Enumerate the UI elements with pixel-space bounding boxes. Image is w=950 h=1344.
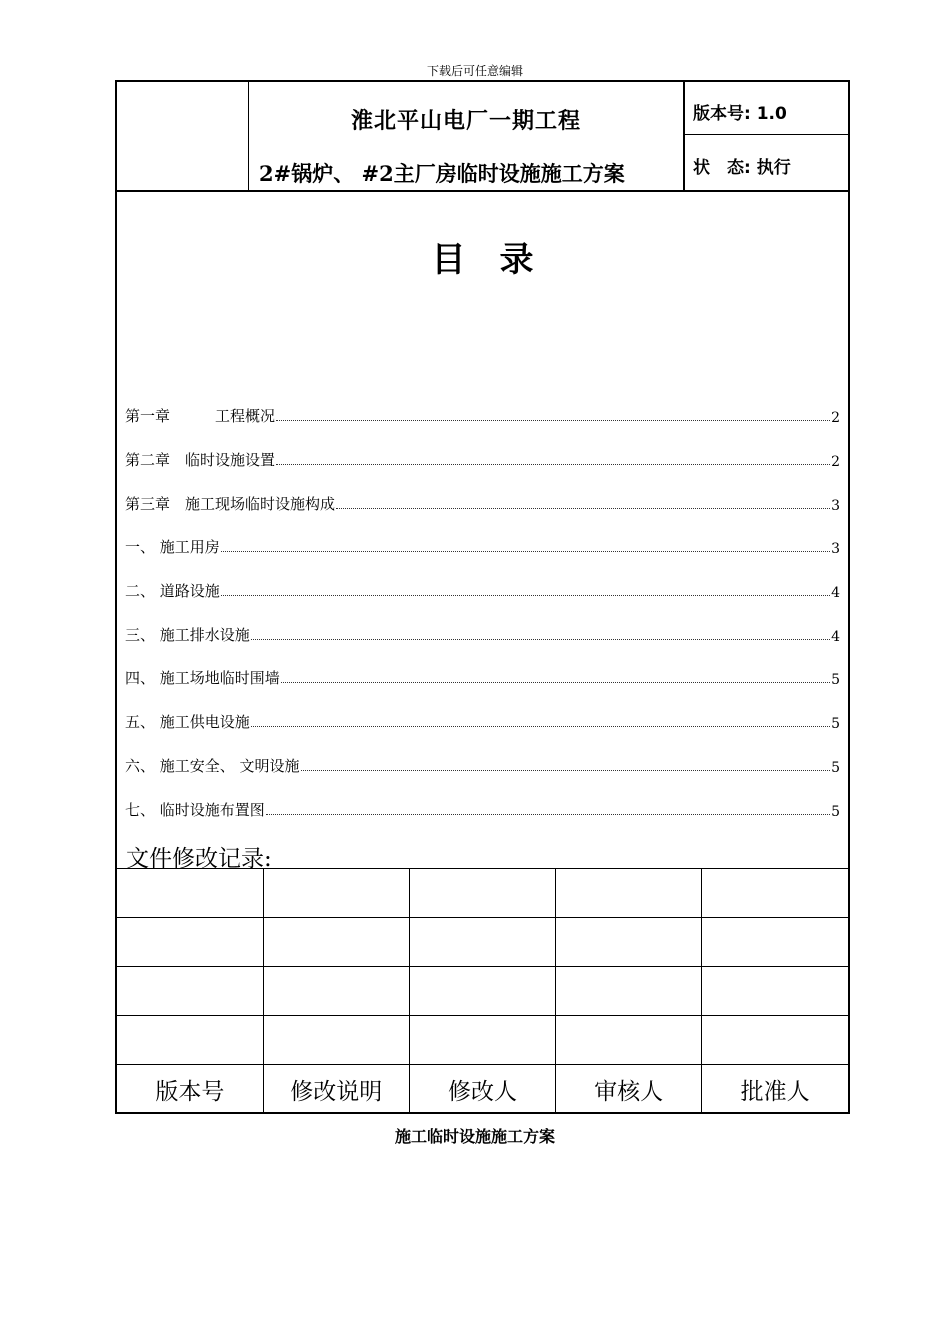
dot-leader: [221, 550, 830, 552]
toc-entry[interactable]: [125, 666, 840, 688]
table-row: [117, 918, 848, 967]
toc-entry-label: 第二章 临时设施设置: [125, 451, 276, 469]
table-cell[interactable]: [117, 967, 263, 1016]
table-cell[interactable]: [409, 918, 555, 967]
dot-leader: [276, 419, 830, 421]
table-cell[interactable]: [117, 918, 263, 967]
column-header-version: 版本号: [117, 1065, 263, 1114]
dot-leader: [301, 769, 831, 771]
logo-cell: [117, 82, 249, 190]
table-cell[interactable]: [263, 1016, 409, 1065]
top-note: 下载后可任意编辑: [426, 64, 523, 78]
toc-entry-page: 3: [831, 498, 840, 514]
toc-entry-label: 七、 临时设施布置图: [125, 801, 265, 819]
toc-entry[interactable]: [125, 754, 840, 776]
toc-entry[interactable]: [125, 448, 840, 470]
toc-entry-label: 三、 施工排水设施: [125, 626, 250, 644]
toc-entry-page: 2: [831, 454, 840, 470]
toc-entry-page: 5: [831, 716, 840, 732]
dot-leader: [251, 638, 830, 640]
dot-leader: [266, 813, 830, 815]
footer-title: 施工临时设施施工方案: [394, 1127, 555, 1146]
table-cell[interactable]: [263, 869, 409, 918]
toc-entry-label: 六、 施工安全、 文明设施: [125, 757, 300, 775]
table-cell[interactable]: [556, 869, 702, 918]
column-header-approver: 批准人: [702, 1065, 848, 1114]
status-row: [685, 135, 848, 190]
toc-entry-page: 2: [831, 410, 840, 426]
table-cell[interactable]: [117, 1016, 263, 1065]
toc-entry-page: 5: [831, 672, 840, 688]
table-cell[interactable]: [409, 869, 555, 918]
column-header-description: 修改说明: [263, 1065, 409, 1114]
revision-record-label: 文件修改记录:: [126, 846, 272, 872]
title-cell: [249, 82, 685, 190]
table-cell[interactable]: [409, 1016, 555, 1065]
toc-entry[interactable]: [125, 492, 840, 514]
toc-entry-page: 4: [831, 585, 840, 601]
table-cell[interactable]: [702, 967, 848, 1016]
toc-entry[interactable]: [125, 579, 840, 601]
toc-entry-label: 五、 施工供电设施: [125, 713, 250, 731]
table-cell[interactable]: [556, 918, 702, 967]
table-cell[interactable]: [117, 869, 263, 918]
revision-table: [117, 868, 848, 1113]
toc-entry-label: 一、 施工用房: [125, 538, 220, 556]
toc-entry[interactable]: [125, 535, 840, 557]
project-title: 淮北平山电厂一期工程: [350, 108, 581, 134]
dot-leader: [276, 463, 830, 465]
toc-entry[interactable]: [125, 798, 840, 820]
dot-leader: [281, 681, 830, 683]
toc-entry-label: 第一章 工程概况: [125, 407, 276, 425]
table-cell[interactable]: [702, 918, 848, 967]
table-row: [117, 869, 848, 918]
version-row: [685, 82, 848, 135]
document-frame: [115, 80, 850, 1114]
toc-entry[interactable]: [125, 623, 840, 645]
toc-entry-page: 5: [831, 804, 840, 820]
table-header-row: [117, 1065, 848, 1114]
toc-entry[interactable]: [125, 710, 840, 732]
table-cell[interactable]: [702, 869, 848, 918]
toc-entry-page: 4: [831, 629, 840, 645]
toc-entry-page: 3: [831, 541, 840, 557]
toc-entry-label: 第三章 施工现场临时设施构成: [125, 495, 336, 513]
table-row: [117, 967, 848, 1016]
status-text: 状 态: 执行: [693, 158, 791, 178]
table-cell[interactable]: [556, 1016, 702, 1065]
table-cell[interactable]: [263, 967, 409, 1016]
dot-leader: [251, 725, 830, 727]
table-cell[interactable]: [556, 967, 702, 1016]
toc-title: 目录: [431, 240, 568, 280]
table-cell[interactable]: [409, 967, 555, 1016]
header-block: [117, 82, 848, 192]
table-cell[interactable]: [263, 918, 409, 967]
meta-cell: [685, 82, 848, 190]
table-row: [117, 1016, 848, 1065]
column-header-reviewer: 审核人: [556, 1065, 702, 1114]
version-text: 版本号: 1.0: [693, 104, 787, 124]
column-header-modifier: 修改人: [409, 1065, 555, 1114]
toc-entry-label: 二、 道路设施: [125, 582, 220, 600]
dot-leader: [336, 507, 830, 509]
plan-title: 2#锅炉、 #2主厂房临时设施施工方案: [259, 161, 625, 186]
dot-leader: [221, 594, 830, 596]
toc-entry[interactable]: [125, 404, 840, 426]
toc-entry-page: 5: [831, 760, 840, 776]
toc-entry-label: 四、 施工场地临时围墙: [125, 669, 280, 687]
table-cell[interactable]: [702, 1016, 848, 1065]
